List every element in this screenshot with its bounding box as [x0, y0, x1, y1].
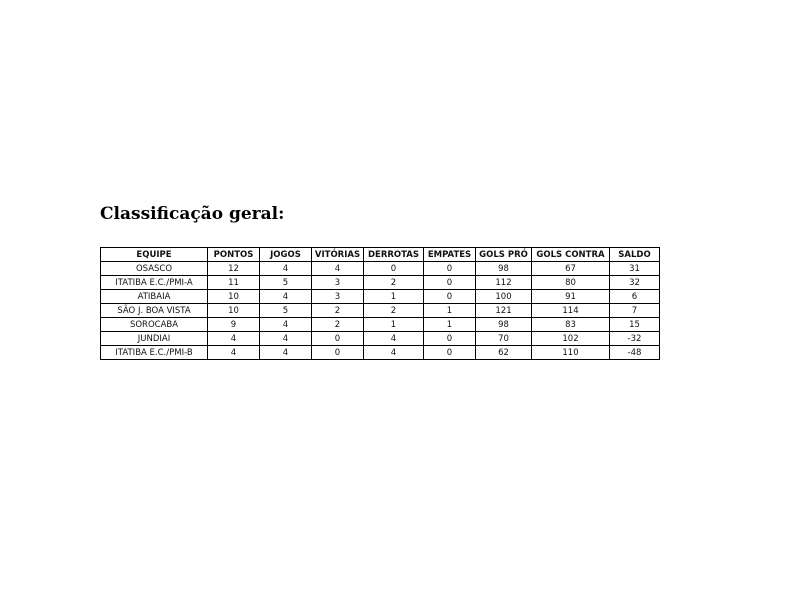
cell-derrotas: 4 — [364, 346, 424, 360]
cell-derrotas: 2 — [364, 276, 424, 290]
cell-equipe: ATIBAIA — [101, 290, 208, 304]
cell-pontos: 12 — [208, 262, 260, 276]
table-row — [101, 276, 660, 290]
cell-pontos: 9 — [208, 318, 260, 332]
cell-gols-contra: 102 — [532, 332, 610, 346]
cell-gols-pro: 62 — [476, 346, 532, 360]
cell-gols-pro: 121 — [476, 304, 532, 318]
header-vitorias: VITÓRIAS — [312, 248, 364, 262]
cell-vitorias: 0 — [312, 332, 364, 346]
cell-gols-contra: 91 — [532, 290, 610, 304]
header-pontos: PONTOS — [208, 248, 260, 262]
cell-gols-pro: 98 — [476, 318, 532, 332]
cell-empates: 0 — [424, 276, 476, 290]
cell-gols-contra: 114 — [532, 304, 610, 318]
cell-saldo: 7 — [610, 304, 660, 318]
cell-derrotas: 1 — [364, 290, 424, 304]
table-row — [101, 318, 660, 332]
cell-empates: 1 — [424, 304, 476, 318]
cell-pontos: 4 — [208, 346, 260, 360]
cell-derrotas: 2 — [364, 304, 424, 318]
table-row — [101, 304, 660, 318]
cell-jogos: 5 — [260, 276, 312, 290]
cell-gols-contra: 80 — [532, 276, 610, 290]
table-row — [101, 262, 660, 276]
table-row — [101, 332, 660, 346]
cell-equipe: SÃO J. BOA VISTA — [101, 304, 208, 318]
cell-gols-pro: 98 — [476, 262, 532, 276]
cell-saldo: 31 — [610, 262, 660, 276]
cell-vitorias: 4 — [312, 262, 364, 276]
cell-gols-pro: 100 — [476, 290, 532, 304]
cell-equipe: SOROCABA — [101, 318, 208, 332]
cell-empates: 0 — [424, 290, 476, 304]
cell-saldo: 32 — [610, 276, 660, 290]
header-derrotas: DERROTAS — [364, 248, 424, 262]
cell-derrotas: 1 — [364, 318, 424, 332]
cell-gols-pro: 112 — [476, 276, 532, 290]
cell-gols-contra: 67 — [532, 262, 610, 276]
cell-equipe: OSASCO — [101, 262, 208, 276]
cell-saldo: -32 — [610, 332, 660, 346]
cell-saldo: 6 — [610, 290, 660, 304]
header-equipe: EQUIPE — [101, 248, 208, 262]
cell-empates: 0 — [424, 332, 476, 346]
header-empates: EMPATES — [424, 248, 476, 262]
cell-jogos: 4 — [260, 332, 312, 346]
page-title: Classificação geral: — [100, 204, 285, 224]
cell-gols-contra: 110 — [532, 346, 610, 360]
cell-jogos: 4 — [260, 262, 312, 276]
table-row — [101, 290, 660, 304]
cell-gols-pro: 70 — [476, 332, 532, 346]
header-jogos: JOGOS — [260, 248, 312, 262]
cell-derrotas: 4 — [364, 332, 424, 346]
cell-equipe: ITATIBA E.C./PMI-B — [101, 346, 208, 360]
cell-vitorias: 2 — [312, 304, 364, 318]
cell-pontos: 10 — [208, 290, 260, 304]
header-gols-pro: GOLS PRÓ — [476, 248, 532, 262]
cell-jogos: 5 — [260, 304, 312, 318]
cell-vitorias: 0 — [312, 346, 364, 360]
standings-table — [100, 247, 660, 360]
header-saldo: SALDO — [610, 248, 660, 262]
cell-saldo: -48 — [610, 346, 660, 360]
cell-vitorias: 3 — [312, 290, 364, 304]
cell-vitorias: 2 — [312, 318, 364, 332]
cell-derrotas: 0 — [364, 262, 424, 276]
cell-jogos: 4 — [260, 346, 312, 360]
cell-empates: 0 — [424, 262, 476, 276]
cell-jogos: 4 — [260, 318, 312, 332]
cell-pontos: 11 — [208, 276, 260, 290]
table-header-row — [101, 248, 660, 262]
cell-empates: 1 — [424, 318, 476, 332]
cell-empates: 0 — [424, 346, 476, 360]
cell-equipe: ITATIBA E.C./PMI-A — [101, 276, 208, 290]
cell-saldo: 15 — [610, 318, 660, 332]
cell-equipe: JUNDIAI — [101, 332, 208, 346]
cell-pontos: 4 — [208, 332, 260, 346]
header-gols-contra: GOLS CONTRA — [532, 248, 610, 262]
cell-vitorias: 3 — [312, 276, 364, 290]
table-row — [101, 346, 660, 360]
cell-jogos: 4 — [260, 290, 312, 304]
cell-pontos: 10 — [208, 304, 260, 318]
cell-gols-contra: 83 — [532, 318, 610, 332]
